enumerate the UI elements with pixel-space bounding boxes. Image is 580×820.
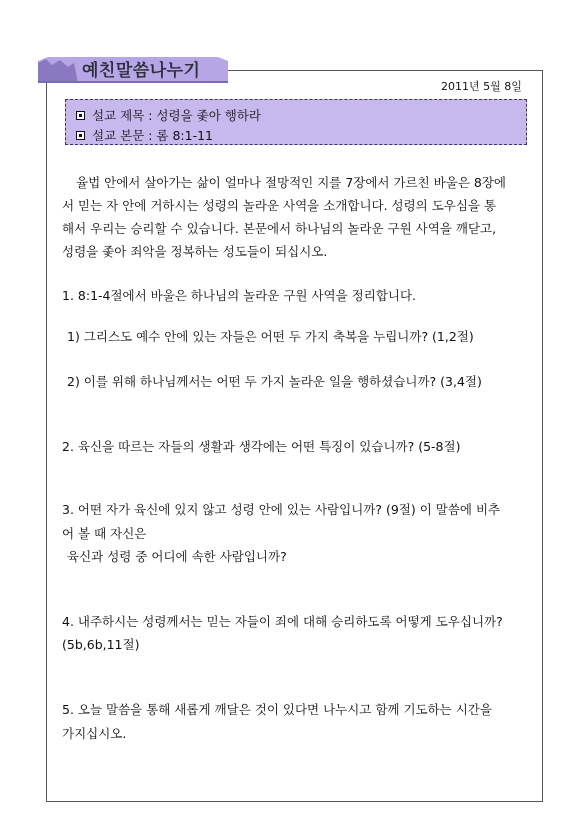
date-label: 2011년 5월 8일 xyxy=(441,80,522,93)
sermon-passage-row xyxy=(76,126,213,144)
intro-paragraph xyxy=(62,171,530,263)
square-bullet-icon xyxy=(76,131,85,140)
question-1-2: 2) 이를 위해 하나님께서는 어떤 두 가지 놀라운 일을 행하셨습니까? (3,4절) xyxy=(67,374,482,389)
question-1: 1. 8:1-4절에서 바울은 하나님의 놀라운 구원 사역을 정리합니다. xyxy=(62,288,417,303)
question-4-line-1: 4. 내주하시는 성령께서는 믿는 자들이 죄에 대해 승리하도록 어떻게 도우십니까? xyxy=(62,614,503,629)
question-3-line-2: 어 볼 때 자신은 xyxy=(62,526,147,541)
intro-line: 해서 우리는 승리할 수 있습니다. 본문에서 하나님의 놀라운 구원 사역을 깨닫고, xyxy=(62,221,497,236)
question-5-line-2: 가지십시오. xyxy=(62,726,127,741)
square-bullet-icon xyxy=(76,111,85,120)
question-5-line-1: 5. 오늘 말씀을 통해 새롭게 깨달은 것이 있다면 나누시고 함께 기도하는 시간을 xyxy=(62,702,492,717)
sermon-title-row xyxy=(76,106,261,124)
question-3-line-3: 육신과 성령 중 어디에 속한 사람입니까? xyxy=(67,549,287,564)
intro-line: 서 믿는 자 안에 거하시는 성령의 놀라운 사역을 소개합니다. 성령의 도우심을 통 xyxy=(62,198,497,213)
question-4-line-2: (5b,6b,11절) xyxy=(62,637,140,652)
question-1-1: 1) 그리스도 예수 안에 있는 자들은 어떤 두 가지 축복을 누립니까? (1,2절) xyxy=(67,329,474,344)
intro-line: 율법 안에서 살아가는 삶이 얼마나 절망적인 지를 7장에서 가르친 바울은 8장에 xyxy=(76,175,506,190)
intro-line: 성령을 좇아 죄악을 정복하는 성도들이 되십시오. xyxy=(62,244,328,259)
sermon-title-text: 설교 제목 : 성령을 좇아 행하라 xyxy=(92,108,261,123)
question-3-line-1: 3. 어떤 자가 육신에 있지 않고 성령 안에 있는 사람입니까? (9절) 이 말씀에 비추 xyxy=(62,502,501,517)
sermon-passage-text: 설교 본문 : 롬 8:1-11 xyxy=(92,128,214,143)
question-2: 2. 육신을 따르는 자들의 생활과 생각에는 어떤 특징이 있습니까? (5-8절) xyxy=(62,439,461,454)
page-title: 예친말씀나누기 xyxy=(82,61,201,81)
